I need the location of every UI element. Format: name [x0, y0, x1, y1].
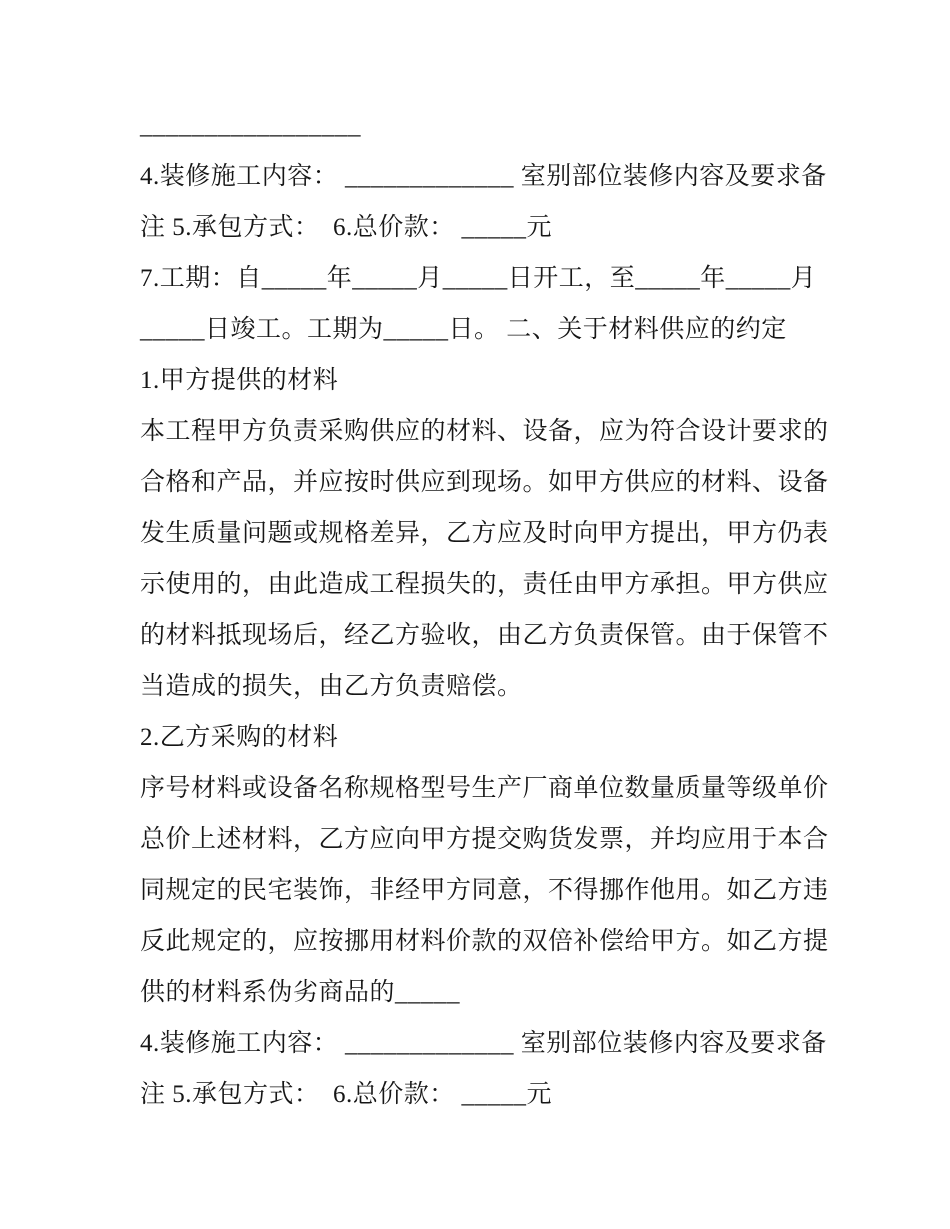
document-line: 4.装修施工内容： _____________ 室别部位装修内容及要求备: [140, 1030, 827, 1057]
document-line: 总价上述材料，乙方应向甲方提交购货发票，并均应用于本合: [140, 826, 829, 853]
document-line: 注 5.承包方式： 6.总价款： _____元: [140, 214, 553, 241]
document-line: _____日竣工。工期为_____日。 二、关于材料供应的约定: [140, 316, 787, 343]
document-line: 示使用的，由此造成工程损失的，责任由甲方承担。甲方供应: [140, 571, 829, 598]
document-line: 7.工期：自_____年_____月_____日开工，至_____年_____月: [140, 265, 817, 292]
document-line: 的材料抵现场后，经乙方验收，由乙方负责保管。由于保管不: [140, 622, 829, 649]
document-line: 反此规定的，应按挪用材料价款的双倍补偿给甲方。如乙方提: [140, 928, 829, 955]
document-line: 1.甲方提供的材料: [140, 367, 339, 394]
document-line: 注 5.承包方式： 6.总价款： _____元: [140, 1081, 553, 1108]
document-line: 当造成的损失，由乙方负责赔偿。: [140, 673, 523, 700]
document-line: 供的材料系伪劣商品的_____: [140, 979, 461, 1006]
document-line: 同规定的民宅装饰，非经甲方同意，不得挪作他用。如乙方违: [140, 877, 829, 904]
document-line: 序号材料或设备名称规格型号生产厂商单位数量质量等级单价: [140, 775, 829, 802]
document-line: _________________: [140, 112, 361, 139]
document-line: 合格和产品，并应按时供应到现场。如甲方供应的材料、设备: [140, 469, 829, 496]
document-line: 本工程甲方负责采购供应的材料、设备，应为符合设计要求的: [140, 418, 829, 445]
document-line: 4.装修施工内容： _____________ 室别部位装修内容及要求备: [140, 163, 827, 190]
document-line: 发生质量问题或规格差异，乙方应及时向甲方提出，甲方仍表: [140, 520, 829, 547]
document-line: 2.乙方采购的材料: [140, 724, 339, 751]
